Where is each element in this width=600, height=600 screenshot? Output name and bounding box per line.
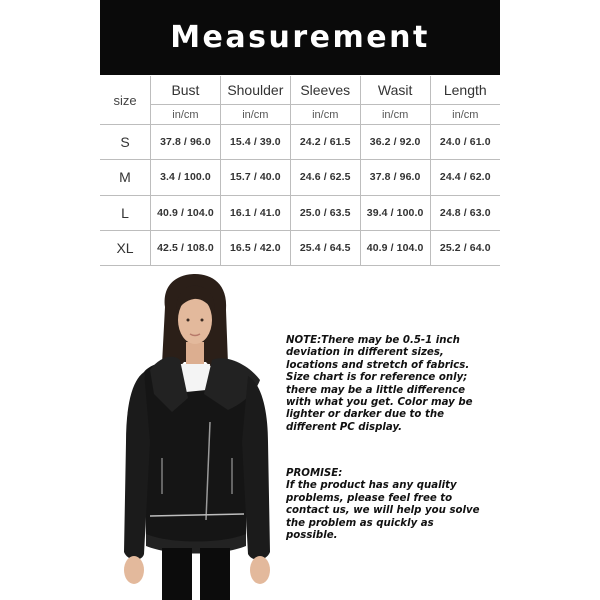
shoulder-value: 15.4 / 39.0	[220, 125, 290, 160]
waist-value: 39.4 / 100.0	[360, 195, 430, 230]
sleeves-value: 24.6 / 62.5	[290, 160, 360, 195]
model-jacket-photo	[110, 272, 280, 600]
sleeves-value: 24.2 / 61.5	[290, 125, 360, 160]
neck-shape	[186, 342, 204, 366]
unit-label: in/cm	[151, 105, 221, 125]
note-text: NOTE:There may be 0.5-1 inch deviation in different sizes, locations and stretch of fabrics. Size chart is for reference only; there may be a little difference with what you get. Color may be lighter or darker due to the different PC display.	[286, 335, 473, 433]
waist-value: 37.8 / 96.0	[360, 160, 430, 195]
bust-value: 42.5 / 108.0	[151, 230, 221, 265]
table-row-l	[100, 195, 500, 230]
unit-label: in/cm	[360, 105, 430, 125]
size-label: M	[100, 160, 151, 195]
unit-label: in/cm	[430, 105, 500, 125]
bust-value: 37.8 / 96.0	[151, 125, 221, 160]
size-label: L	[100, 195, 151, 230]
size-label: S	[100, 125, 151, 160]
column-header-shoulder: Shoulder	[220, 76, 290, 105]
length-value: 25.2 / 64.0	[430, 230, 500, 265]
measurement-banner	[100, 0, 500, 75]
column-header-bust: Bust	[151, 76, 221, 105]
unit-label: in/cm	[220, 105, 290, 125]
size-column-header: size	[100, 76, 151, 125]
sleeves-value: 25.4 / 64.5	[290, 230, 360, 265]
column-header-sleeves: Sleeves	[290, 76, 360, 105]
size-chart-table	[100, 76, 500, 266]
right-sleeve-shape	[242, 376, 270, 560]
header-row	[100, 76, 500, 105]
bust-value: 3.4 / 100.0	[151, 160, 221, 195]
unit-row	[100, 105, 500, 125]
sleeves-value: 25.0 / 63.5	[290, 195, 360, 230]
shoulder-value: 16.1 / 41.0	[220, 195, 290, 230]
column-header-length: Length	[430, 76, 500, 105]
length-value: 24.0 / 61.0	[430, 125, 500, 160]
shoulder-value: 15.7 / 40.0	[220, 160, 290, 195]
banner-title: Measurement	[170, 20, 430, 55]
waist-value: 36.2 / 92.0	[360, 125, 430, 160]
promise-block	[286, 468, 486, 542]
promise-text: If the product has any quality problems, please feel free to contact us, we will help you solve the problem as quickly as possible.	[286, 480, 480, 542]
table-row-s	[100, 125, 500, 160]
length-value: 24.8 / 63.0	[430, 195, 500, 230]
shoulder-value: 16.5 / 42.0	[220, 230, 290, 265]
waist-value: 40.9 / 104.0	[360, 230, 430, 265]
bust-value: 40.9 / 104.0	[151, 195, 221, 230]
table-row-m	[100, 160, 500, 195]
column-header-waist: Wasit	[360, 76, 430, 105]
promise-heading: PROMISE:	[286, 468, 343, 479]
size-label: XL	[100, 230, 151, 265]
table-row-xl	[100, 230, 500, 265]
length-value: 24.4 / 62.0	[430, 160, 500, 195]
unit-label: in/cm	[290, 105, 360, 125]
